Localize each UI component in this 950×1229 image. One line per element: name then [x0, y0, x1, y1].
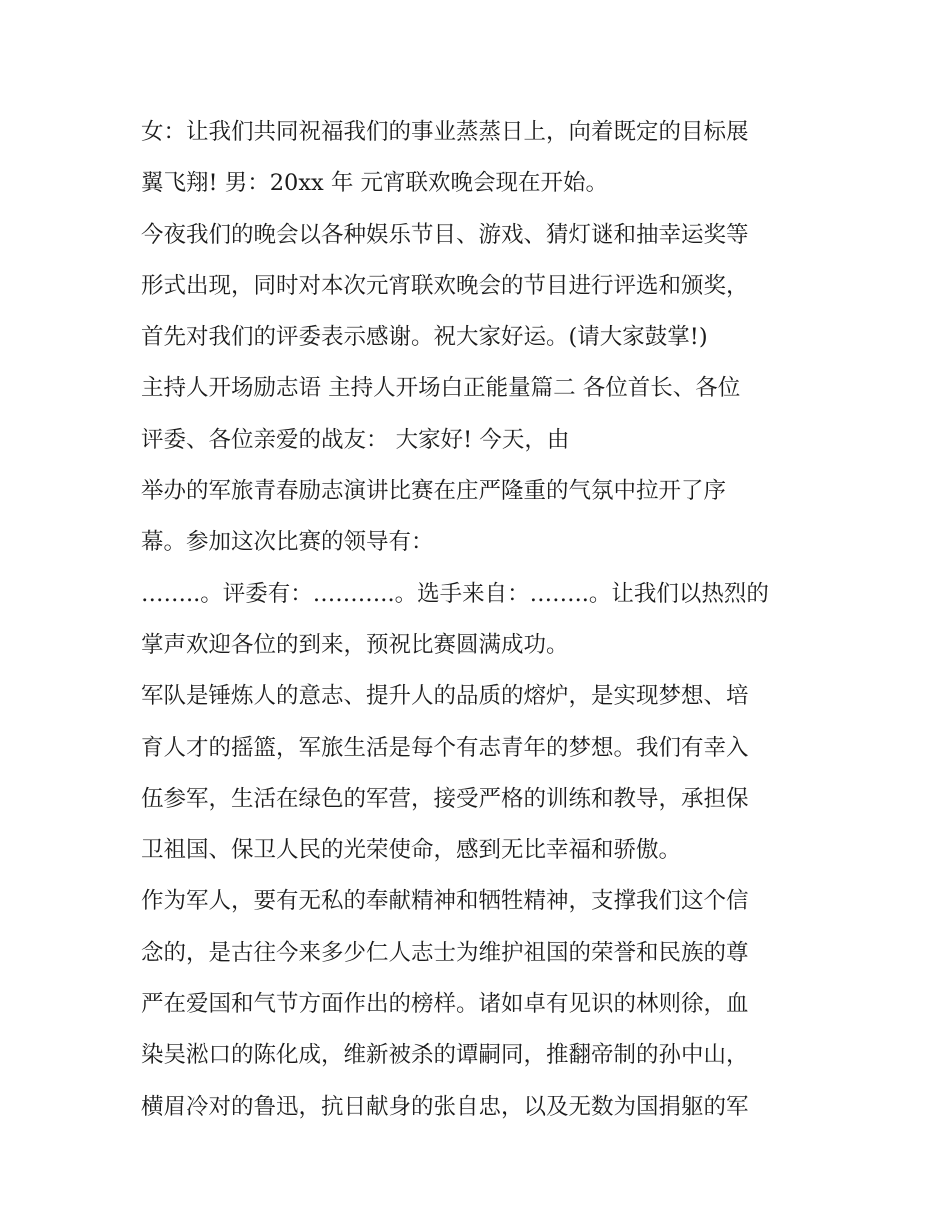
text-line: 念的，是古往今来多少仁人志士为维护祖国的荣誉和民族的尊 [141, 939, 749, 966]
text-line: 幕。参加这次比赛的领导有： [141, 529, 434, 556]
text-line: 首先对我们的评委表示感谢。祝大家好运。(请大家鼓掌!) [141, 324, 708, 351]
text-line: 军队是锤炼人的意志、提升人的品质的熔炉，是实现梦想、培 [141, 683, 749, 710]
text-line: 主持人开场励志语 主持人开场白正能量篇二 各位首长、各位 [141, 375, 741, 402]
text-line: ……..。评委有：………..。选手来自：……..。让我们以热烈的 [141, 580, 769, 607]
text-line: 翼飞翔! 男：20xx 年 元宵联欢晚会现在开始。 [141, 170, 609, 197]
text-line: 女：让我们共同祝福我们的事业蒸蒸日上，向着既定的目标展 [141, 119, 749, 145]
document-body [141, 107, 821, 1133]
text-line: 横眉冷对的鲁迅，抗日献身的张自忠，以及无数为国捐躯的军 [141, 1093, 749, 1120]
text-line: 染吴淞口的陈化成，维新被杀的谭嗣同，推翻帝制的孙中山， [141, 1042, 749, 1069]
text-line: 严在爱国和气节方面作出的榜样。诸如卓有见识的林则徐，血 [141, 991, 749, 1018]
text-line: 卫祖国、保卫人民的光荣使命，感到无比幸福和骄傲。 [141, 837, 682, 864]
text-line: 形式出现，同时对本次元宵联欢晚会的节目进行评选和颁奖， [141, 272, 749, 299]
text-line: 掌声欢迎各位的到来，预祝比赛圆满成功。 [141, 631, 569, 658]
text-line: 育人才的摇篮，军旅生活是每个有志青年的梦想。我们有幸入 [141, 734, 749, 761]
text-line: 举办的军旅青春励志演讲比赛在庄严隆重的气氛中拉开了序 [141, 478, 727, 505]
text-line: 今夜我们的晚会以各种娱乐节目、游戏、猜灯谜和抽幸运奖等 [141, 221, 749, 248]
text-line: 伍参军，生活在绿色的军营，接受严格的训练和教导，承担保 [141, 785, 749, 812]
text-line: 作为军人，要有无私的奉献精神和牺牲精神，支撑我们这个信 [141, 888, 749, 915]
text-line: 评委、各位亲爱的战友： 大家好! 今天，由 [141, 426, 570, 453]
